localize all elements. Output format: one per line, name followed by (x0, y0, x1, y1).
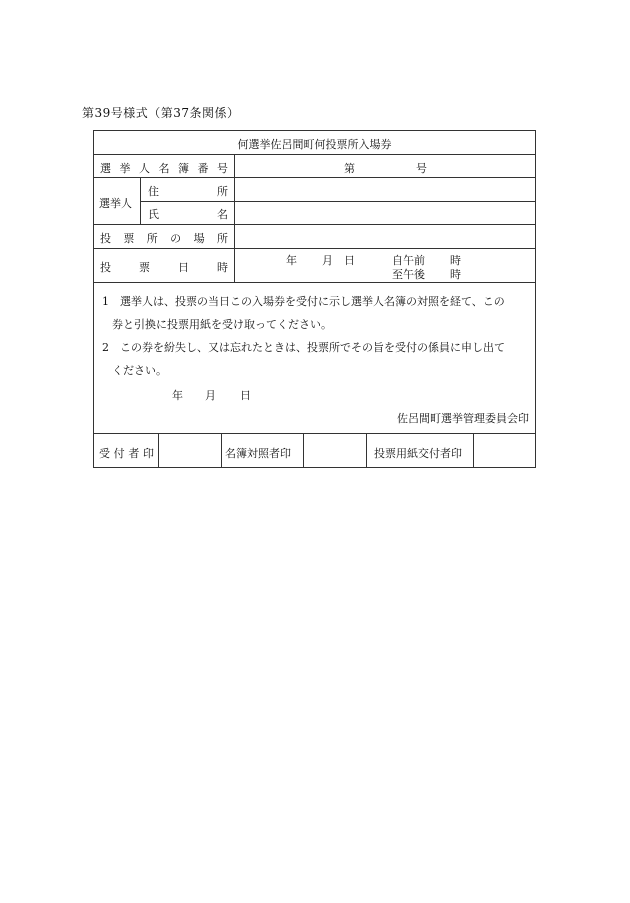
issue-date-day: 日 (240, 389, 251, 402)
date-year: 年 (286, 254, 297, 267)
voter-number-row (94, 155, 535, 178)
time-to-unit: 時 (450, 268, 461, 281)
name-field[interactable] (235, 202, 535, 225)
issue-date-month: 月 (205, 389, 216, 402)
voter-number-prefix: 第 (344, 162, 355, 175)
ticket-title-row (94, 131, 535, 155)
issuer-seal: 佐呂間町選挙管理委員会印 (397, 412, 529, 425)
polling-place-row (94, 225, 535, 249)
name-label: 氏 名 (148, 208, 228, 221)
note-1-line-1: 1 選挙人は、投票の当日この入場券を受付に示し選挙人名簿の対照を経て、この (102, 295, 505, 308)
ballot-issuer-stamp-box[interactable] (474, 434, 535, 467)
note-2-line-2: ください。 (112, 364, 167, 377)
voter-block (94, 178, 535, 225)
address-field[interactable] (235, 178, 535, 201)
voter-number-suffix: 号 (416, 162, 427, 175)
admission-ticket (93, 130, 536, 468)
stamp-row (94, 433, 535, 467)
form-number: 第39号様式（第37条関係） (82, 106, 240, 120)
note-1-line-2: 券と引換に投票用紙を受け取ってください。 (112, 318, 332, 331)
address-label: 住 所 (148, 185, 228, 198)
ballot-issuer-stamp-label: 投票用紙交付者印 (374, 447, 462, 460)
reception-stamp-label: 受 付 者 印 (99, 447, 154, 460)
polling-place-label: 投 票 所 の 場 所 (100, 232, 228, 245)
time-from-unit: 時 (450, 254, 461, 267)
ticket-notes (94, 283, 535, 433)
reception-stamp-box[interactable] (159, 434, 221, 467)
polling-place-field[interactable] (235, 225, 535, 248)
roll-checker-stamp-label: 名簿対照者印 (225, 447, 291, 460)
voter-label: 選挙人 (99, 197, 132, 210)
voting-datetime-label: 投 票 日 時 (100, 261, 228, 274)
note-2-line-1: 2 この券を紛失し、又は忘れたときは、投票所でその旨を受付の係員に申し出て (102, 341, 505, 354)
voter-number-label: 選 挙 人 名 簿 番 号 (100, 162, 228, 175)
voting-datetime-row (94, 249, 535, 283)
time-from-label: 自午前 (392, 254, 425, 267)
issue-date-year: 年 (172, 389, 183, 402)
roll-checker-stamp-box[interactable] (304, 434, 366, 467)
date-day: 日 (344, 254, 355, 267)
date-month: 月 (322, 254, 333, 267)
ticket-title: 何選挙佐呂間町何投票所入場券 (237, 138, 392, 151)
time-to-label: 至午後 (392, 268, 425, 281)
